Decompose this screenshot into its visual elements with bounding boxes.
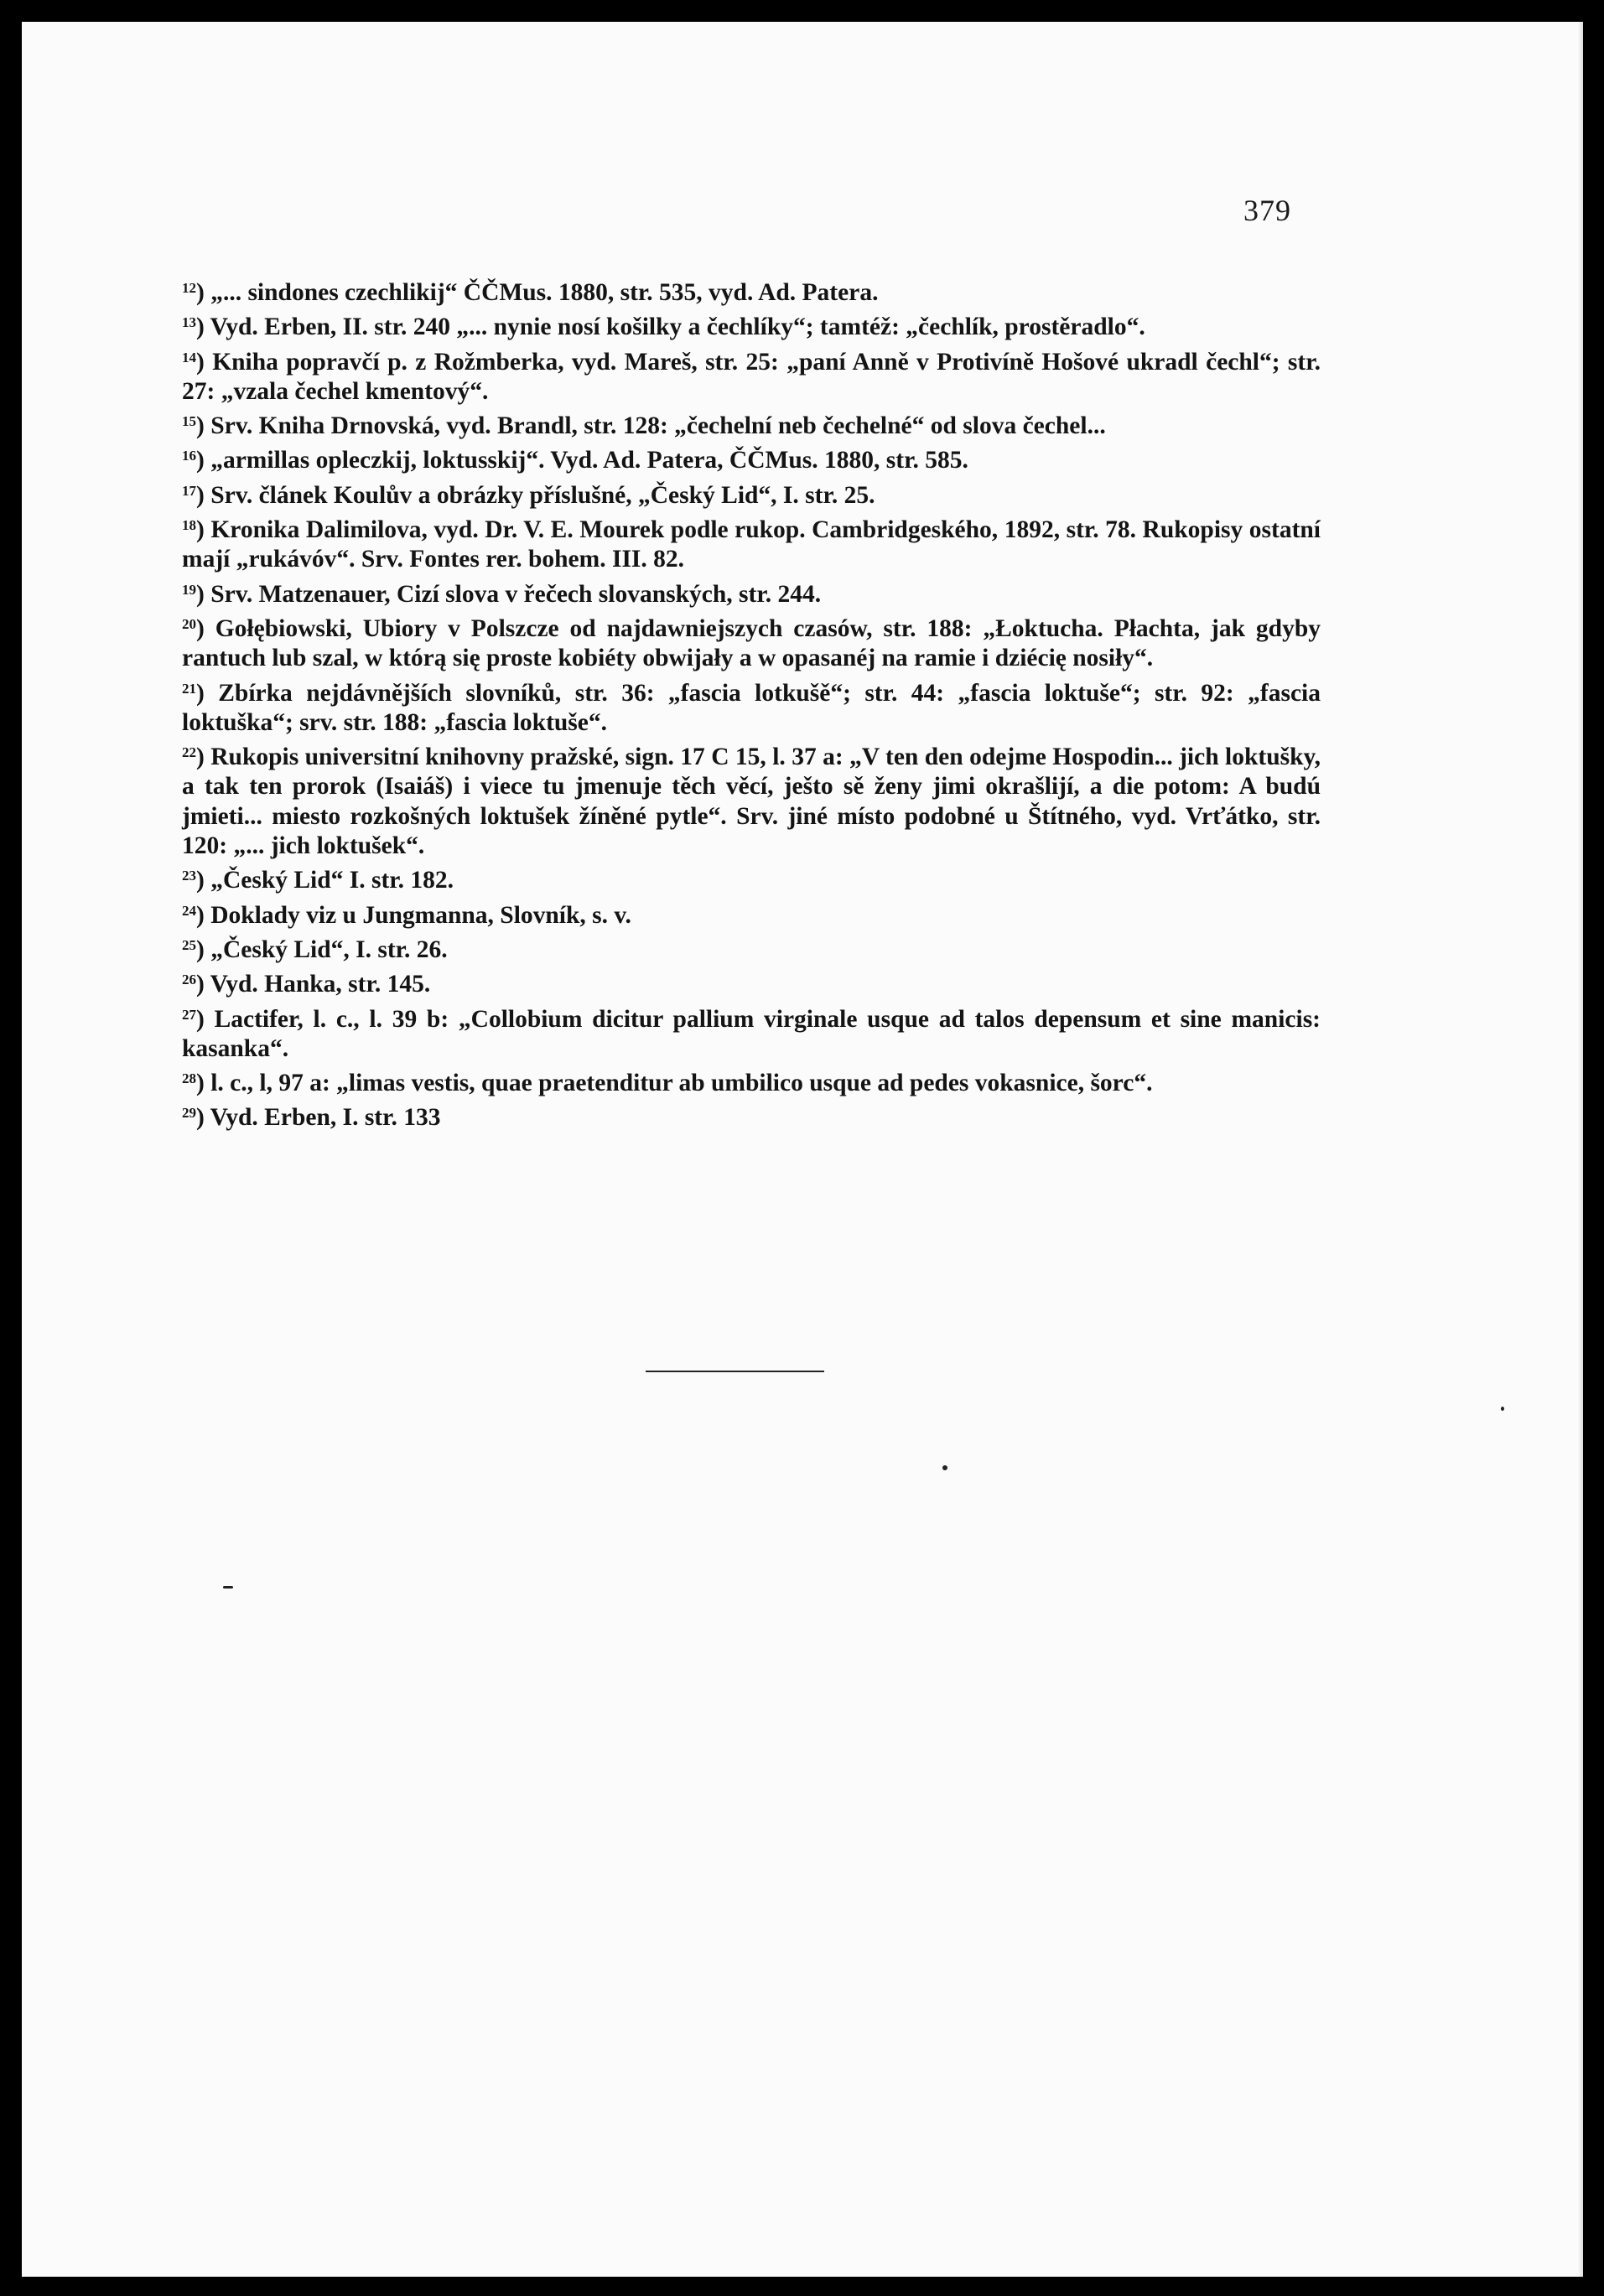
footnote-text: „... sindones czechlikij“ ČČMus. 1880, str. 535, vyd. Ad. Patera. [210,279,879,306]
end-rule [646,1371,824,1372]
footnote-number: 29 [182,1105,196,1122]
footnote-number: 25 [182,936,196,953]
footnote [182,407,1321,441]
footnote [182,930,1321,965]
footnote-paren: ) [196,867,211,894]
scan-speck [942,1465,947,1470]
footnote-number: 12 [182,280,196,296]
footnote-number: 23 [182,868,196,884]
footnote-paren: ) [196,580,211,608]
footnote-paren: ) [196,1104,210,1132]
footnote-text: Doklady viz u Jungmanna, Slovník, s. v. [210,901,631,929]
footnote-number: 26 [182,972,196,988]
footnote [182,609,1321,674]
footnote-text: Vyd. Erben, II. str. 240 „... nynie nosí košilky a čechlíky“; tamtéž: „čechlík, prostěradlo“. [210,314,1145,341]
footnote-text: „Český Lid“, I. str. 26. [210,936,448,963]
footnote-paren: ) [196,516,211,544]
footnote-text: Vyd. Hanka, str. 145. [210,971,431,998]
footnote-number: 22 [182,744,196,761]
footnote [182,476,1321,511]
footnotes-block [182,273,1321,1133]
footnote [182,1098,1321,1132]
footnote-paren: ) [196,1005,215,1033]
footnote-paren: ) [196,971,210,998]
footnote [182,861,1321,895]
footnote-paren: ) [196,447,211,474]
footnote-paren: ) [196,314,210,341]
footnote-text: Srv. Kniha Drnovská, vyd. Brandl, str. 128: „čechelní neb čechelné“ od slova čechel... [210,412,1106,440]
footnote-number: 20 [182,615,196,632]
footnote-text: l. c., l, 97 a: „limas vestis, quae praetenditur ab umbilico usque ad pedes vokasnice, šorc“. [210,1070,1153,1097]
footnote [182,896,1321,930]
footnote-text: Zbírka nejdávnějších slovníků, str. 36: „fascia lotkušě“; str. 44: „fascia loktuše“; str. 92: „fascia loktuška“; srv. str. 188: „fascia loktuše“. [182,679,1321,736]
footnote [182,674,1321,739]
footnote-number: 28 [182,1070,196,1087]
footnote [182,273,1321,308]
footnote-text: Lactifer, l. c., l. 39 b: „Collobium dicitur pallium virginale usque ad talos depensum et sine manicis: kasanka“. [182,1005,1321,1062]
footnote-number: 17 [182,482,196,499]
footnote-paren: ) [196,279,211,306]
footnote [182,511,1321,575]
footnote-paren: ) [196,744,211,771]
footnote [182,441,1321,475]
footnote-paren: ) [196,412,211,440]
footnote [182,575,1321,609]
footnote-text: Vyd. Erben, I. str. 133 [210,1104,441,1132]
footnote-text: Srv. článek Koulův a obrázky příslušné, „Český Lid“, I. str. 25. [210,481,875,509]
footnote-number: 21 [182,680,196,697]
footnote [182,965,1321,999]
footnote-text: Rukopis universitní knihovny pražské, sign. 17 C 15, l. 37 a: „V ten den odejme Hospodin... jich loktušky, a tak ten prorok (Isaiáš) i viece tu jmenuje těch věcí, ješto sě ženy jimi okrašlijí, a die potom: A budú jmieti... miesto rozkošných loktušek žíněné pytle“. Srv. jiné místo podobné u Štítného, vyd. Vrťátko, str. 120: „... jich loktušek“. [182,744,1321,860]
footnote-paren: ) [196,481,211,509]
footnote-paren: ) [196,348,213,376]
footnote-number: 13 [182,314,196,331]
footnote-text: „armillas opleczkij, loktusskij“. Vyd. Ad. Patera, ČČMus. 1880, str. 585. [210,447,968,474]
footnote-number: 18 [182,517,196,534]
footnote-paren: ) [196,901,211,929]
scanned-page [22,22,1583,2277]
footnote-paren: ) [196,936,211,963]
footnote-number: 24 [182,902,196,919]
scan-speck [1501,1407,1504,1411]
footnote [182,1000,1321,1065]
scan-speck [223,1586,233,1589]
page-edge-shadow [1578,22,1583,2277]
footnote-text: Kniha popravčí p. z Rožmberka, vyd. Mareš, str. 25: „paní Anně v Protivíně Hošové ukradl čechl“; str. 27: „vzala čechel kmentový“. [182,348,1321,405]
footnote-text: Kronika Dalimilova, vyd. Dr. V. E. Mourek podle rukop. Cambridgeského, 1892, str. 78. Rukopisy ostatní mají „rukávóv“. Srv. Fontes rer. bohem. III. 82. [182,516,1321,573]
footnote [182,308,1321,342]
footnote-number: 15 [182,413,196,430]
footnote-paren: ) [196,1070,211,1097]
footnote-number: 14 [182,349,196,365]
footnote [182,343,1321,407]
footnote-number: 19 [182,581,196,598]
page-number: 379 [1243,194,1291,227]
footnote-text: Gołębiowski, Ubiory v Polszcze od najdawniejszych czasów, str. 188: „Łoktucha. Płachta, jak gdyby rantuch lub szal, w którą się proste kobiéty obwijały a w opasanéj na ramie i dziécię nosiły“. [182,614,1321,672]
footnote-number: 27 [182,1006,196,1023]
footnote-text: Srv. Matzenauer, Cizí slova v řečech slovanských, str. 244. [210,580,822,608]
footnote [182,1064,1321,1098]
footnote-paren: ) [196,614,215,642]
footnote-paren: ) [196,679,219,707]
footnote [182,738,1321,861]
footnote-text: „Český Lid“ I. str. 182. [210,867,454,894]
footnote-number: 16 [182,448,196,464]
